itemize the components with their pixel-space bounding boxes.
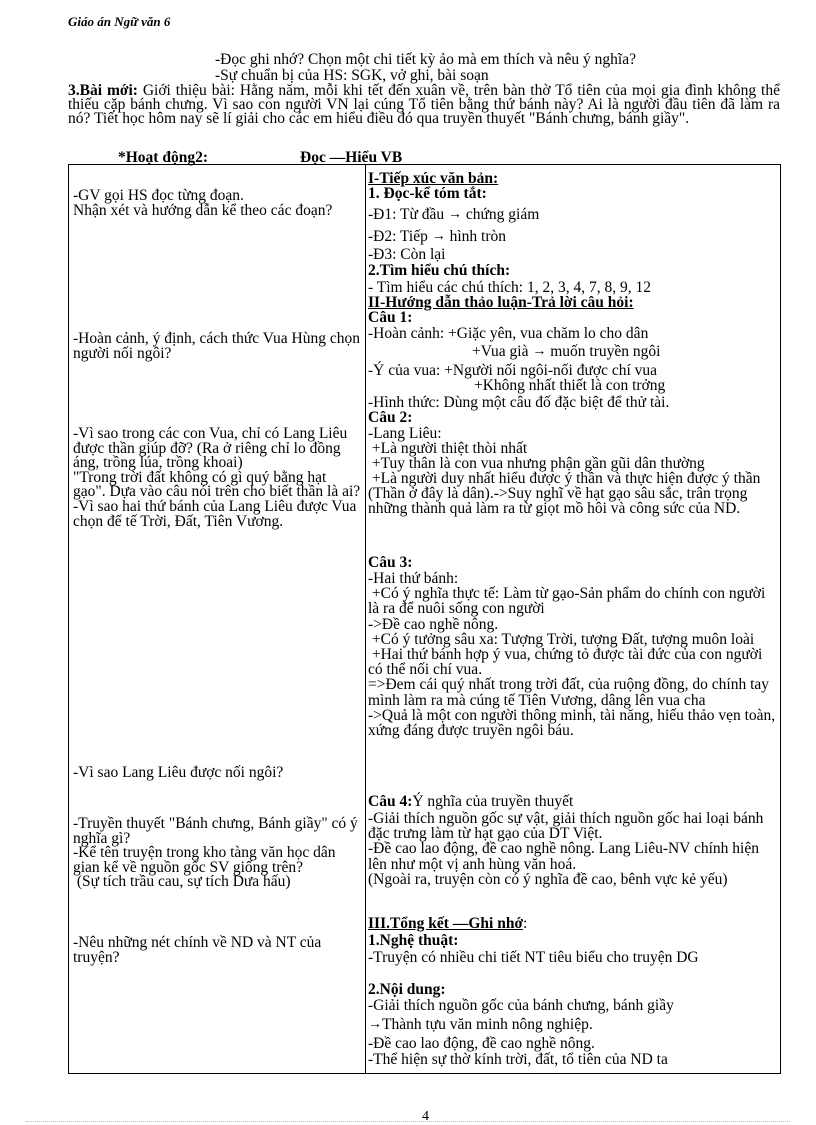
left-block-6: -Nêu những nét chính về ND và NT của truyện? [73, 934, 326, 966]
content-line-3: -Đề cao lao động, đề cao nghề nông. [368, 1035, 595, 1052]
right-arrow-icon: → [532, 344, 547, 359]
part-2-start: -Đ2: Tiếp [368, 228, 432, 245]
left-block-5: -Truyền thuyết "Bánh chưng, Bánh giầy" có ý nghĩa gì? -Kể tên truyện trong kho tàng văn học dân gian kể về nguồn gốc SV giống trên? (Sự tích trầu cau, sự tích Dưa hấu) [73, 815, 358, 891]
section-1-2-heading: 2.Tìm hiểu chú thích: [368, 262, 511, 279]
teacher-activity-column [69, 165, 366, 1074]
part-1-line [368, 208, 778, 223]
part-2-line [368, 230, 778, 245]
left-block-1: -GV gọi HS đọc từng đoạn. Nhận xét và hướng dẫn kể theo các đoạn? [73, 187, 333, 219]
q2-text: -Lang Liêu: +Là người thiệt thòi nhất +Tuy thân là con vua nhưng phận gần gũi dân thường +Là người duy nhất hiểu được ý thần và thực hiện được ý thần (Thần ở đây là dân).->Suy nghĩ về hạt gạo sâu sắc, trân trọng những thành quả làm ra từ giọt mồ hôi và công sức của ND. [368, 425, 761, 517]
intro-line-1: -Đọc ghi nhớ? Chọn một chi tiết kỳ ảo mà em thích và nêu ý nghĩa? [215, 51, 636, 68]
content-line-2-text: Thành tựu văn minh nông nghiệp. [382, 1016, 593, 1033]
right-arrow-icon: → [368, 1017, 382, 1032]
left-block-4: -Vì sao Lang Liêu được nối ngôi? [73, 764, 284, 781]
question-4-heading: Câu 4: [368, 793, 413, 810]
q3-text: -Hai thứ bánh: +Có ý nghĩa thực tế: Làm từ gạo-Sản phẩm do chính con người là ra để nuôi sống con người ->Đề cao nghề nông. +Có ý tưởng sâu xa: Tượng Trời, tượng Đất, tượng muôn loài +Hai thứ bánh hợp ý vua, chứng tỏ được tài đức của con người có thể nối chí vua. =>Đem cái quý nhất trong trời đất, của ruộng đồng, do chính tay mình làm ra mà cúng tế Tiên Vương, dâng lên vua cha ->Quả là một con người thông minh, tài năng, hiếu thảo vẹn toàn, xứng đáng được truyền ngôi báu. [368, 570, 776, 740]
right-arrow-icon: → [431, 229, 446, 244]
part-1-end: chứng giám [462, 206, 540, 223]
lesson-table [68, 164, 781, 1074]
section-1-title: I-Tiếp xúc văn bản: [368, 170, 499, 187]
question-3-heading: Câu 3: [368, 554, 413, 571]
content-column [366, 165, 781, 1074]
part-3-line: -Đ3: Còn lại [368, 246, 446, 263]
left-block-2: -Hoàn cảnh, ý định, cách thức Vua Hùng chọn người nối ngôi? [73, 330, 364, 362]
content-line-1: -Giải thích nguồn gốc của bánh chưng, bánh giầy [368, 997, 674, 1014]
footer-divider [26, 1121, 790, 1122]
q1-intention: -Ý của vua: +Người nối ngôi-nối được chí vua [368, 362, 658, 379]
q1-method: -Hình thức: Dùng một câu đố đặc biệt để thử tài. [368, 394, 670, 411]
art-text: -Truyện có nhiều chi tiết NT tiêu biểu cho truyện DG [368, 949, 699, 966]
content-line-2 [368, 1018, 778, 1033]
q4-text: -Giải thích nguồn gốc sự vật, giải thích nguồn gốc hai loại bánh đặc trưng làm từ hạt gạo của DT Việt. -Đề cao lao động, đề cao nghề nông. Lang Liêu-NV chính hiện lên như một vị anh hùng văn hoá. (Ngoài ra, truyện còn có ý nghĩa đề cao, bênh vực kẻ yếu) [368, 810, 764, 888]
q1-old-king [472, 345, 778, 360]
new-lesson-text: Giới thiệu bài: Hằng năm, mỗi khi tết đến xuân về, trên bàn thờ Tổ tiên của mọi gia đình không thể thiếu cặp bánh chưng. Vì sao con người VN lại cúng Tổ tiên bằng thứ bánh này? Ai là người đầu tiên đã làm ra nó? Tiết học hôm nay sẽ lí giải cho các em hiểu điều đó qua truyền thuyết "Bánh chưng, bánh giầy". [68, 82, 780, 127]
q1-not-eldest: +Không nhất thiết là con trởng [474, 377, 666, 394]
question-4-line [368, 795, 778, 809]
activity-title: Đọc —Hiểu VB [300, 149, 403, 166]
q1-old-king-end: muốn truyền ngôi [546, 343, 661, 360]
left-block-3: -Vì sao trong các con Vua, chỉ có Lang Liêu được thần giúp đỡ? (Ra ở riêng chỉ lo đồng áng, trồng lúa, trồng khoai) "Trong trời đất không có gì quý bằng hạt gạo". Dựa vào câu nói trên cho biết thần là ai? -Vì sao hai thứ bánh của Lang Liêu được Vua chọn để tế Trời, Đất, Tiên Vương. [73, 425, 361, 530]
activity-label: *Hoạt động2: [118, 149, 208, 166]
q1-context: -Hoàn cảnh: +Giặc yên, vua chăm lo cho dân [368, 325, 649, 342]
intro-line-2: -Sự chuẩn bị của HS: SGK, vở ghi, bài soạn [215, 67, 489, 84]
right-arrow-icon: → [448, 207, 463, 222]
section-2-title: II-Hướng dẫn thảo luận-Trả lời câu hỏi: [368, 294, 634, 311]
question-2-heading: Câu 2: [368, 409, 413, 426]
new-lesson-label: 3.Bài mới: [68, 82, 138, 99]
page-header: Giáo án Ngữ văn 6 [68, 14, 171, 29]
content-heading: 2.Nội dung: [368, 981, 446, 998]
section-1-2-text: - Tìm hiểu các chú thích: 1, 2, 3, 4, 7, 8, 9, 12 [368, 279, 651, 296]
q1-old-king-start: +Vua già [472, 343, 533, 360]
new-lesson-paragraph [68, 84, 780, 126]
section-3-title: III.Tổng kết —Ghi nhớ [368, 915, 524, 932]
section-3-title-line [368, 917, 778, 931]
section-1-1-heading: 1. Đọc-kể tóm tắt: [368, 185, 487, 202]
part-1-start: -Đ1: Từ đầu [368, 206, 449, 223]
question-1-heading: Câu 1: [368, 309, 413, 326]
part-2-end: hình tròn [445, 228, 507, 245]
content-line-4: -Thể hiện sự thờ kính trời, đất, tổ tiên của ND ta [368, 1051, 668, 1068]
question-4-title: Ý nghĩa của truyền thuyết [412, 793, 574, 810]
section-3-colon: : [523, 915, 528, 932]
page-number: 4 [422, 1109, 429, 1124]
art-heading: 1.Nghệ thuật: [368, 932, 459, 949]
